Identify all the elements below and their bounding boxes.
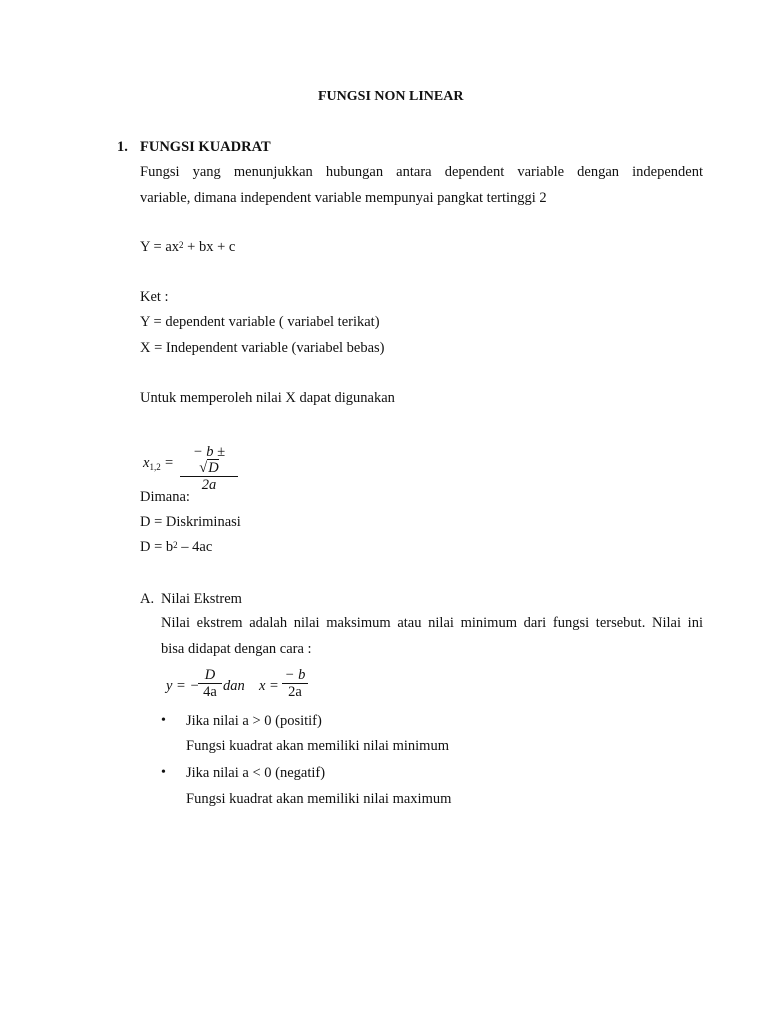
equation-pre: Y = ax xyxy=(140,239,180,255)
bullet-icon: • xyxy=(161,713,166,728)
d-formula-exponent: 2 xyxy=(173,540,178,550)
formula-equals: = xyxy=(165,455,174,471)
page-title: FUNGSI NON LINEAR xyxy=(318,89,464,104)
ket-x: X = Independent variable (variabel bebas) xyxy=(140,340,385,356)
sqrt-radicand: D xyxy=(208,460,219,476)
extreme-dan: dan xyxy=(223,678,245,694)
bullet-result-minimum: Fungsi kuadrat akan memiliki nilai minimum xyxy=(186,738,449,754)
bullet-result-maximum: Fungsi kuadrat akan memiliki nilai maximum xyxy=(186,791,452,807)
bullet-icon: • xyxy=(161,765,166,780)
d-definition: D = Diskriminasi xyxy=(140,514,241,530)
extreme-y-numerator: D xyxy=(204,667,216,683)
section-heading: FUNGSI KUADRAT xyxy=(140,139,271,155)
d-formula-post: – 4ac xyxy=(177,539,213,555)
equation-exponent: 2 xyxy=(179,240,184,250)
quadratic-equation xyxy=(140,238,235,256)
untuk-text: Untuk memperoleh nilai X dapat digunakan xyxy=(140,390,395,406)
equation-post: + bx + c xyxy=(183,239,236,255)
subsection-heading: Nilai Ekstrem xyxy=(161,591,242,607)
section-number: 1. xyxy=(117,139,128,155)
formula-var: x xyxy=(143,455,150,471)
intro-paragraph xyxy=(140,159,703,211)
extreme-y-fraction xyxy=(198,667,222,700)
extreme-y-lhs: y = − xyxy=(166,678,200,694)
extreme-x-numerator: − b xyxy=(284,667,306,683)
extreme-x-lhs: x = xyxy=(259,678,279,694)
sqrt-symbol: √ xyxy=(199,460,208,476)
bullet-condition-negative: Jika nilai a < 0 (negatif) xyxy=(186,765,326,781)
extreme-line-1: Nilai ekstrem adalah nilai maksimum atau nilai minimum dari fungsi tersebut. Nilai ini xyxy=(161,615,703,631)
fraction-numerator xyxy=(180,444,238,476)
ket-y: Y = dependent variable ( variabel terikat) xyxy=(140,314,380,330)
intro-line-2: variable, dimana independent variable mempunyai pangkat tertinggi 2 xyxy=(140,190,547,206)
ket-label: Ket : xyxy=(140,289,169,305)
bullet-condition-positive: Jika nilai a > 0 (positif) xyxy=(186,713,322,729)
d-formula xyxy=(140,538,212,556)
extreme-x-denominator: 2a xyxy=(288,684,302,700)
formula-subscript: 1,2 xyxy=(149,462,161,472)
extreme-x-fraction xyxy=(282,667,308,700)
dimana-label: Dimana: xyxy=(140,489,190,505)
extreme-paragraph xyxy=(161,610,703,662)
extreme-line-2: bisa didapat dengan cara : xyxy=(161,641,312,657)
intro-line-1: Fungsi yang menunjukkan hubungan antara dependent variable dengan independent xyxy=(140,164,703,180)
quadratic-fraction xyxy=(180,444,238,493)
extreme-y-denominator: 4a xyxy=(203,684,217,700)
formula-lhs xyxy=(143,454,161,473)
d-formula-pre: D = b xyxy=(140,539,174,555)
fraction-denominator: 2a xyxy=(201,477,217,493)
numerator-pre: − b ± xyxy=(192,444,226,460)
subsection-label: A. xyxy=(140,591,155,607)
